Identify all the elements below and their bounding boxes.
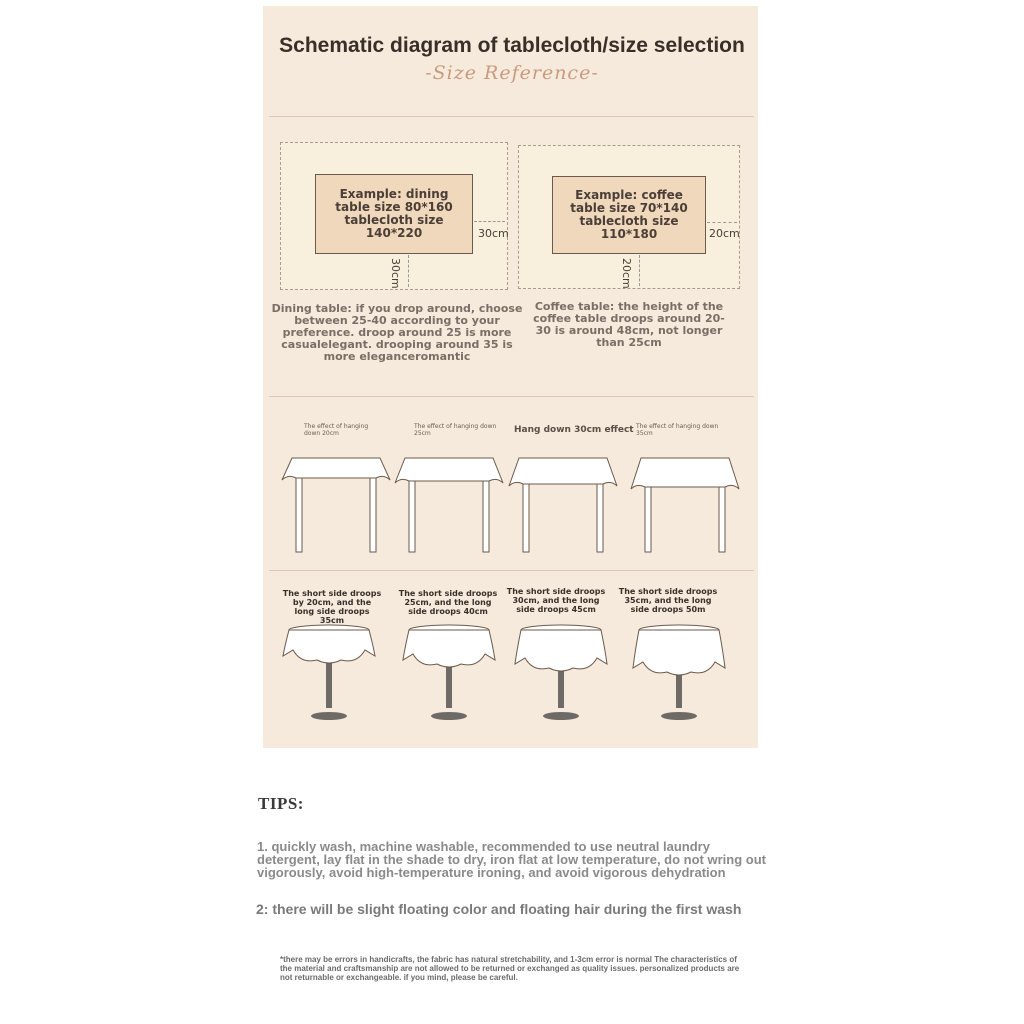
rect-table-illustrations <box>263 448 758 558</box>
dining-side-drop-label: 30cm <box>478 227 509 240</box>
round-table-3 <box>515 625 607 720</box>
page-title: Schematic diagram of tablecloth/size selection <box>279 34 745 57</box>
coffee-table-box <box>552 176 706 254</box>
coffee-table-description: Coffee table: the height of the coffee table droops around 20-30 is around 48cm, not longer than 25cm <box>533 300 725 349</box>
coffee-side-drop-line <box>707 222 737 223</box>
coffee-table-label: Example: coffee table size 70*140 tablecloth size 110*180 <box>570 188 688 241</box>
round-effect-caption: The short side droops by 20cm, and the long side droops 35cm <box>282 589 382 625</box>
page-subtitle: -Size Reference- <box>425 62 599 84</box>
rect-effect-caption: The effect of hanging down 35cm <box>636 423 719 437</box>
round-table-2 <box>403 625 495 720</box>
rect-table-1 <box>282 458 390 552</box>
rect-effect-caption: The effect of hanging down 20cm <box>304 423 369 437</box>
divider <box>269 116 754 117</box>
rect-effect-caption: The effect of hanging down 25cm <box>414 423 497 437</box>
coffee-bottom-drop-label: 20cm <box>620 258 633 289</box>
tips-heading: TIPS: <box>258 794 304 813</box>
coffee-side-drop-label: 20cm <box>709 227 740 240</box>
round-effect-caption: The short side droops 25cm, and the long side droops 40cm <box>398 589 498 616</box>
coffee-bottom-drop-line <box>639 255 640 286</box>
divider <box>269 570 754 571</box>
round-effect-caption: The short side droops 35cm, and the long side droops 50m <box>618 587 718 614</box>
dining-table-box <box>315 174 473 254</box>
round-table-illustrations <box>263 620 758 730</box>
tip-first-wash: 2: there will be slight floating color and floating hair during the first wash <box>256 901 742 917</box>
tip-wash-instructions: 1. quickly wash, machine washable, recommended to use neutral laundry detergent, lay flat in the shade to dry, iron flat at low temperature, do not wring out vigorously, avoid high-temperature ironing, and avoid vigorous dehydration <box>257 839 766 880</box>
rect-table-4 <box>631 458 739 552</box>
round-effect-caption: The short side droops 30cm, and the long side droops 45cm <box>506 587 606 614</box>
rect-table-3 <box>509 458 617 552</box>
dining-side-drop-line <box>474 221 505 222</box>
rect-effect-caption: Hang down 30cm effect <box>514 425 634 435</box>
disclaimer-note: *there may be errors in handicrafts, the fabric has natural stretchability, and 1-3cm error is normal The characteristics of the material and craftsmanship are not allowed to be returned or exchanged as quality issues. personalized products are not returnable or exchangeable. if you mind, please be careful. <box>280 955 740 982</box>
dining-bottom-drop-label: 30cm <box>389 258 402 289</box>
round-table-1 <box>283 625 375 720</box>
round-table-4 <box>633 625 725 720</box>
dining-table-description: Dining table: if you drop around, choose between 25-40 according to your preference. droop around 25 is more casualelegant. drooping around 35 is more eleganceromantic <box>271 302 523 363</box>
rect-table-2 <box>395 458 503 552</box>
dining-table-label: Example: dining table size 80*160 tablecloth size 140*220 <box>335 187 453 240</box>
dining-bottom-drop-line <box>408 255 409 287</box>
divider <box>269 396 754 397</box>
